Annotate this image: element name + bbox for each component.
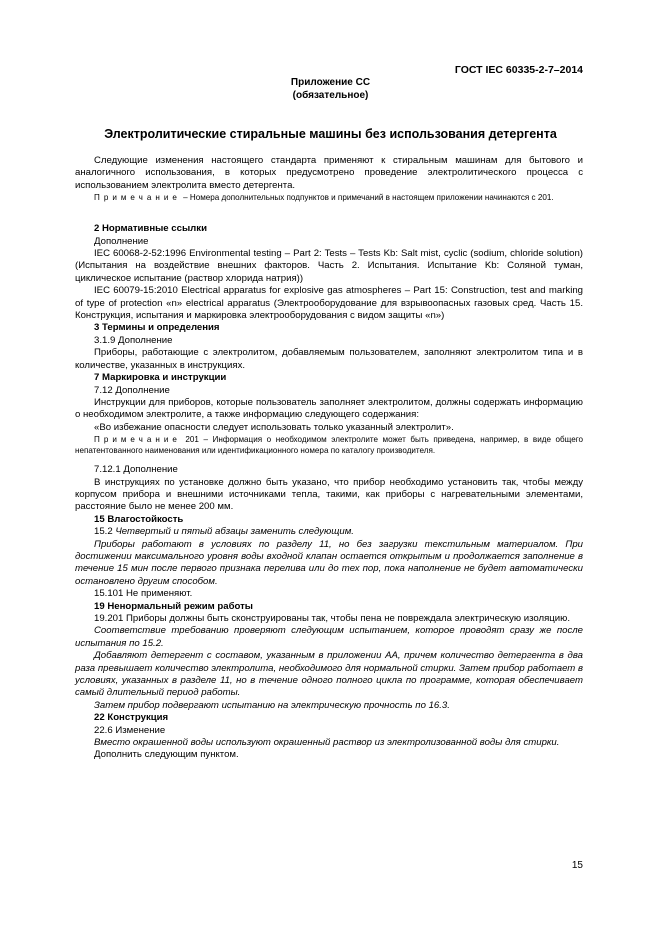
document-body	[75, 155, 583, 762]
intro-paragraph: Следующие изменения настоящего стандарта применяют к стиральным машинам для бытового и аналогичного использования, в которых предусмотрено проведение электролитического процесса с использованием электролита вместо детергента.	[75, 155, 583, 191]
section-3-sub: 3.1.9 Дополнение	[94, 334, 173, 346]
section-2-sub: Дополнение	[94, 235, 149, 247]
spacer	[75, 456, 583, 464]
spacer	[75, 203, 583, 223]
section-15-na: 15.101 Не применяют.	[94, 588, 193, 600]
section-heading-22: 22 Конструкция	[94, 712, 169, 724]
section-19-compliance: Соответствие требованию проверяют следующим испытанием, которое проводят сразу же после испытания по 15.2.	[75, 625, 583, 649]
standard-number: ГОСТ IEC 60335-2-7–2014	[454, 64, 583, 76]
section-heading-7: 7 Маркировка и инструкции	[94, 372, 227, 384]
appendix-title: Приложение СС	[290, 77, 371, 88]
section-19-final: Затем прибор подвергают испытанию на электрическую прочность по 16.3.	[94, 699, 450, 711]
sub-instruction: Четвертый и пятый абзацы заменить следующим.	[115, 526, 354, 538]
section-heading-2: 2 Нормативные ссылки	[94, 223, 207, 235]
section-22-text: Вместо окрашенной воды используют окрашенный раствор из электролизованной воды для стирки.	[94, 737, 560, 749]
section-7-sub: 7.12 Дополнение	[94, 384, 170, 396]
note-label: Примечание	[94, 435, 181, 445]
section-heading-19: 19 Ненормальный режим работы	[94, 600, 254, 612]
appendix-status: (обязательное)	[292, 90, 369, 101]
section-15-text: Приборы работают в условиях по разделу 11, но без загрузки текстильным материалом. При достижении максимального уровня воды входной клапан остается открытым и продолжается заполнение в течение 15 мин после первого признака перелива или до тех пор, пока наполнение не будет автоматически остановлено другим способом.	[75, 538, 583, 587]
section-22-sub: 22.6 Изменение	[94, 724, 166, 736]
section-heading-3: 3 Термины и определения	[94, 322, 220, 334]
page-number: 15	[571, 860, 583, 871]
section-heading-15: 15 Влагостойкость	[94, 513, 184, 525]
section-7-text: Инструкции для приборов, которые пользователь заполняет электролитом, должны содержать информацию о необходимом электролите, а также информацию следующего содержания:	[75, 396, 583, 421]
section-3-text: Приборы, работающие с электролитом, добавляемым пользователем, заполняют электролитом типа и в количестве, указанных в инструкциях.	[75, 347, 583, 371]
section-19-detergent: Добавляют детергент с составом, указанным в приложении АА, причем количество детергента в два раза превышает количество электролита, необходимого для нормальной стирки. Затем прибор работает в условиях, указанных в разделе 11, но в течение одного полного цикла по программе, которая обеспечивает самый длительный период работы.	[75, 650, 583, 699]
section-7-quote: «Во избежание опасности следует использовать только указанный электролит».	[94, 421, 454, 433]
note-text: – Номера дополнительных подпунктов и примечаний в настоящем приложении начинаются с 201.	[180, 193, 554, 203]
document-title: Электролитические стиральные машины без использования детергента	[104, 127, 557, 141]
reference-1: IEC 60068-2-52:1996 Environmental testing – Part 2: Tests – Tests Kb: Salt mist, cyclic (sodium, chloride solution) (Испытания на воздействие внешних факторов. Часть 2. Испытания. Испытание Kb: Соляной туман, циклическое испытание (раствор хлорида натрия))	[75, 248, 583, 284]
section-7-text2: В инструкциях по установке должно быть указано, что прибор необходимо установить так, чтобы между корпусом прибора и внешними источниками тепла, такими, как приборы с нагревательными элементами, расстояние было не менее 200 мм.	[75, 476, 583, 513]
section-19-text: 19.201 Приборы должны быть сконструированы так, чтобы пена не повреждала электрическую изоляцию.	[94, 613, 571, 624]
section-15-sub	[75, 526, 583, 538]
note-text: 201 – Информация о необходимом электролите может быть приведена, например, в виде общего непатентованного наименования или идентификационного номера по каталогу производителя.	[75, 435, 583, 456]
intro-note	[75, 192, 583, 203]
section-7-sub2: 7.12.1 Дополнение	[94, 464, 178, 476]
section-7-note	[75, 434, 583, 456]
appendix-header	[0, 76, 661, 102]
reference-2: IEC 60079-15:2010 Electrical apparatus for explosive gas atmospheres – Part 15: Construction, test and marking of type of protection «n» electrical apparatus (Электрооборудование для взрывоопасных газовых сред. Часть 15. Конструкция, испытания и маркировка электрооборудования с видом защиты «n»)	[75, 285, 583, 322]
section-22-add: Дополнить следующим пунктом.	[94, 749, 239, 761]
note-label: Примечание	[94, 193, 181, 203]
sub-number: 15.2	[94, 526, 116, 538]
